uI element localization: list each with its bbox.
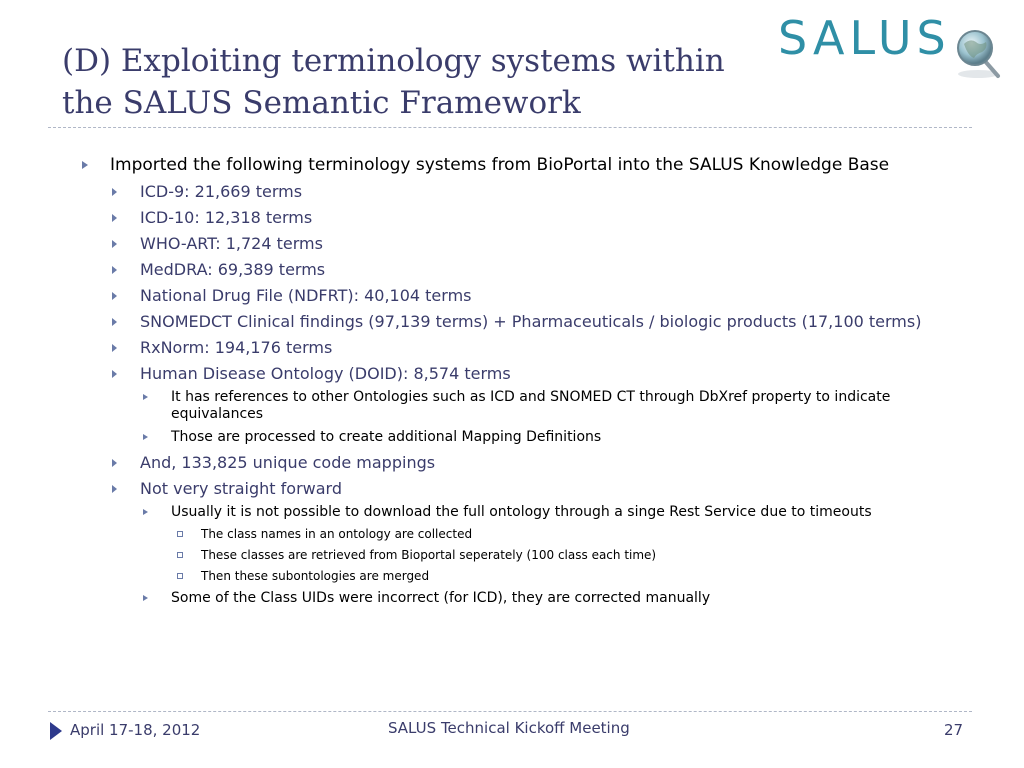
page-number: 27 [944, 721, 964, 739]
list-item: WHO-ART: 1,724 terms [112, 233, 982, 254]
globe-magnifier-icon [954, 26, 1004, 80]
arrow-bullet-icon [143, 394, 148, 400]
arrow-bullet-icon [112, 188, 117, 196]
list-item: And, 133,825 unique code mappings [112, 452, 982, 473]
arrow-bullet-icon [112, 344, 117, 352]
arrow-bullet-icon [112, 240, 117, 248]
slide-title-line-1: (D) Exploiting terminology systems within [62, 43, 725, 79]
list-item: SNOMEDCT Clinical findings (97,139 terms) + Pharmaceuticals / biologic products (17,100 terms) [112, 311, 982, 332]
list-item: It has references to other Ontologies such as ICD and SNOMED CT through DbXref property to indicate equivalances [143, 389, 982, 423]
arrow-bullet-icon [112, 214, 117, 222]
list-item: MedDRA: 69,389 terms [112, 259, 982, 280]
salus-logo-text: SALUS [778, 11, 951, 65]
slide-title-line-2: the SALUS Semantic Framework [62, 85, 581, 121]
list-item: Some of the Class UIDs were incorrect (for ICD), they are corrected manually [143, 590, 982, 607]
list-item: ICD-9: 21,669 terms [112, 181, 982, 202]
footer-date: April 17-18, 2012 [70, 721, 201, 739]
arrow-bullet-icon [112, 266, 117, 274]
arrow-bullet-icon [143, 434, 148, 440]
list-item: Those are processed to create additional Mapping Definitions [143, 429, 982, 446]
arrow-bullet-icon [143, 509, 148, 515]
list-item: Human Disease Ontology (DOID): 8,574 terms [112, 363, 982, 384]
list-item: These classes are retrieved from Bioportal seperately (100 class each time) [177, 548, 982, 563]
list-item: Not very straight forward [112, 478, 982, 499]
list-item: Then these subontologies are merged [177, 569, 982, 584]
footer-meeting-name: SALUS Technical Kickoff Meeting [388, 719, 630, 737]
arrow-bullet-icon [82, 161, 88, 169]
list-item: ICD-10: 12,318 terms [112, 207, 982, 228]
title-divider [48, 127, 972, 128]
arrow-bullet-icon [112, 370, 117, 378]
salus-logo [778, 10, 1014, 80]
bullet-list [82, 154, 982, 613]
arrow-bullet-icon [112, 318, 117, 326]
footer-arrow-icon [50, 722, 62, 740]
arrow-bullet-icon [112, 459, 117, 467]
arrow-bullet-icon [143, 595, 148, 601]
arrow-bullet-icon [112, 485, 117, 493]
list-item: RxNorm: 194,176 terms [112, 337, 982, 358]
square-bullet-icon [177, 552, 183, 558]
slide-title [62, 40, 782, 124]
square-bullet-icon [177, 573, 183, 579]
arrow-bullet-icon [112, 292, 117, 300]
list-item: Imported the following terminology systems from BioPortal into the SALUS Knowledge Base [82, 154, 982, 177]
list-item: Usually it is not possible to download the full ontology through a singe Rest Service due to timeouts [143, 504, 982, 521]
square-bullet-icon [177, 531, 183, 537]
slide-footer [0, 716, 1024, 748]
footer-divider [48, 711, 972, 712]
list-item: National Drug File (NDFRT): 40,104 terms [112, 285, 982, 306]
list-item: The class names in an ontology are collected [177, 527, 982, 542]
